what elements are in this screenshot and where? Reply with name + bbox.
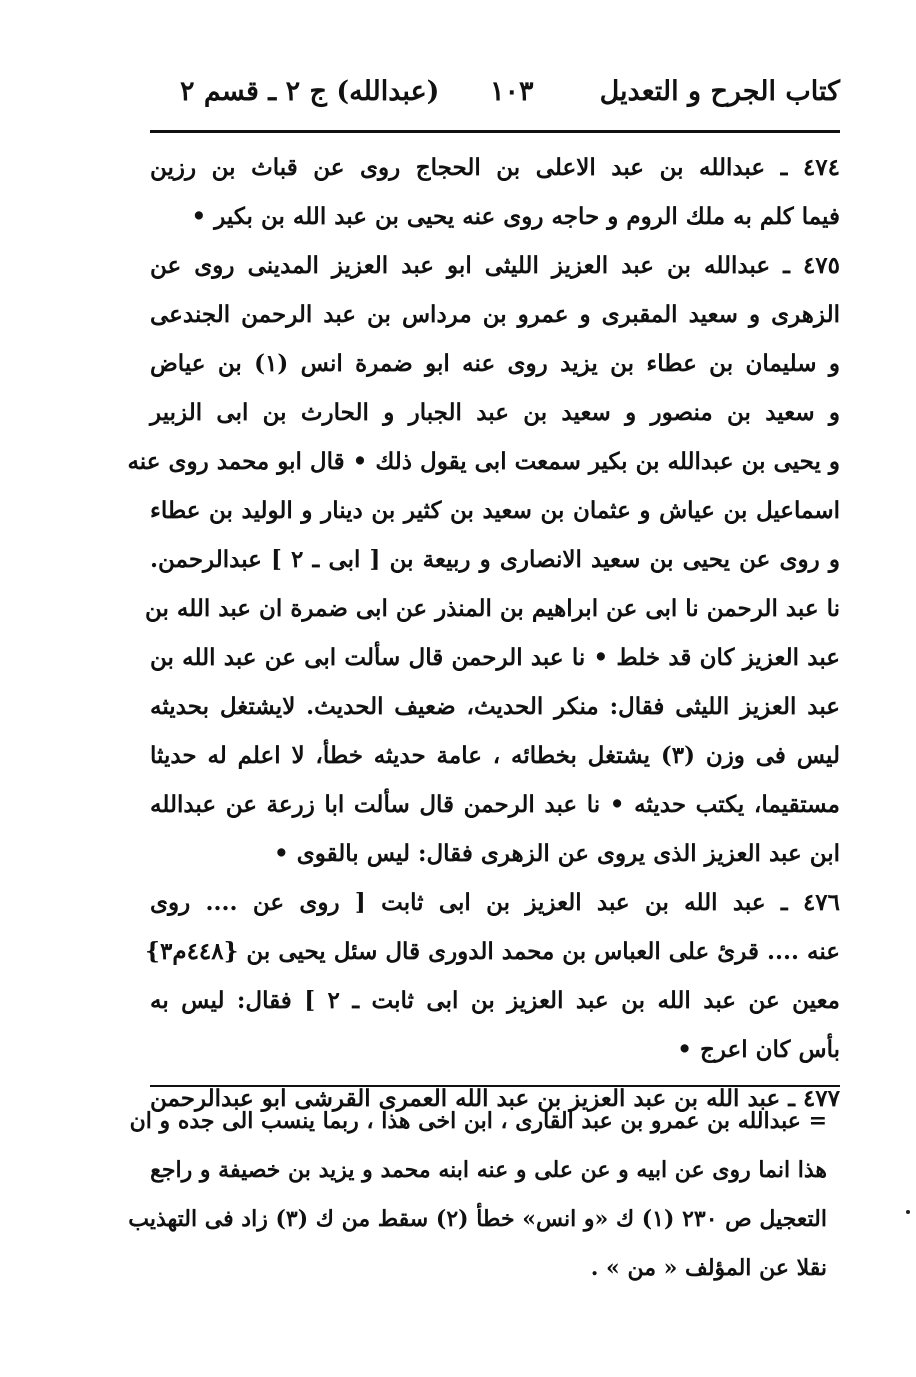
footnote-line: التعجيل ص ٢٣٠ (١) ك «و انس» خطأ (٢) سقط من ك (٣) زاد فى التهذيب: [128, 1206, 827, 1232]
footnote-line: = عبدالله بن عمرو بن عبد القارى ، ابن اخى هذا ، ربما ينسب الى جده و ان: [129, 1108, 827, 1134]
text-line: مستقيما، يكتب حديثه • نا عبد الرحمن قال سألت ابا زرعة عن عبدالله: [150, 791, 840, 818]
text-line: ٤٧٧ ـ عبد الله بن عبد العزيز بن عبد الله العمرى القرشى ابو عبدالرحمن: [149, 1085, 840, 1112]
text-line: و سليمان بن عطاء بن يزيد روى عنه ابو ضمرة انس (١) بن عياض: [150, 350, 840, 377]
book-page: [127, 60, 840, 1281]
text-line: ٤٧٥ ـ عبدالله بن عبد العزيز الليثى ابو عبد العزيز المدينى روى عن: [150, 252, 840, 279]
scan-speck: [906, 1210, 910, 1214]
text-line: ليس فى وزن (٣) يشتغل بخطائه ، عامة حديثه خطأ، لا اعلم له حديثا: [150, 742, 840, 769]
text-line: ٤٧٦ ـ عبد الله بن عبد العزيز بن ابى ثابت [ روى عن .... روى: [150, 889, 840, 916]
text-line: عبد العزيز كان قد خلط • نا عبد الرحمن قال سألت ابى عن عبد الله بن: [150, 644, 840, 671]
footnote-rule: [150, 1085, 840, 1087]
page-number: ١٠٣: [490, 76, 534, 107]
header-rule: [150, 130, 840, 133]
running-header: [150, 60, 840, 122]
footnote-line: نقلا عن المؤلف « من » .: [590, 1255, 827, 1281]
text-line: و روى عن يحيى بن سعيد الانصارى و ربيعة بن [ ابى ـ ٢ ] عبدالرحمن.: [150, 546, 840, 573]
book-title: كتاب الجرح و التعديل: [599, 76, 840, 107]
text-line: نا عبد الرحمن نا ابى عن ابراهيم بن المنذر عن ابى ضمرة ان عبد الله بن: [145, 595, 840, 622]
text-line: الزهرى و سعيد المقبرى و عمرو بن مرداس بن عبد الرحمن الجندعى: [150, 301, 840, 328]
section-label: (عبدالله) ج ٢ ـ قسم ٢: [180, 76, 440, 107]
text-line: عبد العزيز الليثى فقال: منكر الحديث، ضعيف الحديث. لايشتغل بحديثه: [150, 693, 840, 720]
text-line: فيما كلم به ملك الروم و حاجه روى عنه يحيى بن عبد الله بن بكير •: [191, 203, 840, 230]
text-line: اسماعيل بن عياش و عثمان بن سعيد بن كثير بن دينار و الوليد بن عطاء: [150, 497, 840, 524]
main-text: [127, 143, 840, 1123]
footnotes: [128, 1100, 827, 1296]
text-line: ٤٧٤ ـ عبدالله بن عبد الاعلى بن الحجاج روى عن قباث بن رزين: [150, 154, 840, 181]
text-line: بأس كان اعرج •: [677, 1036, 840, 1063]
text-line: عنه .... قرئ على العباس بن محمد الدورى قال سئل يحيى بن {٤٤٨م٣}: [145, 938, 840, 965]
text-line: معين عن عبد الله بن عبد العزيز بن ابى ثابت ـ ٢ ] فقال: ليس به: [150, 987, 840, 1014]
footnote-line: هذا انما روى عن ابيه و عن على و عنه ابنه محمد و يزيد بن خصيفة و راجع: [150, 1157, 827, 1183]
text-line: و يحيى بن عبدالله بن بكير سمعت ابى يقول ذلك • قال ابو محمد روى عنه: [127, 448, 840, 475]
text-line: و سعيد بن منصور و سعيد بن عبد الجبار و الحارث بن ابى الزبير: [150, 399, 840, 426]
text-line: ابن عبد العزيز الذى يروى عن الزهرى فقال: ليس بالقوى •: [274, 840, 840, 867]
